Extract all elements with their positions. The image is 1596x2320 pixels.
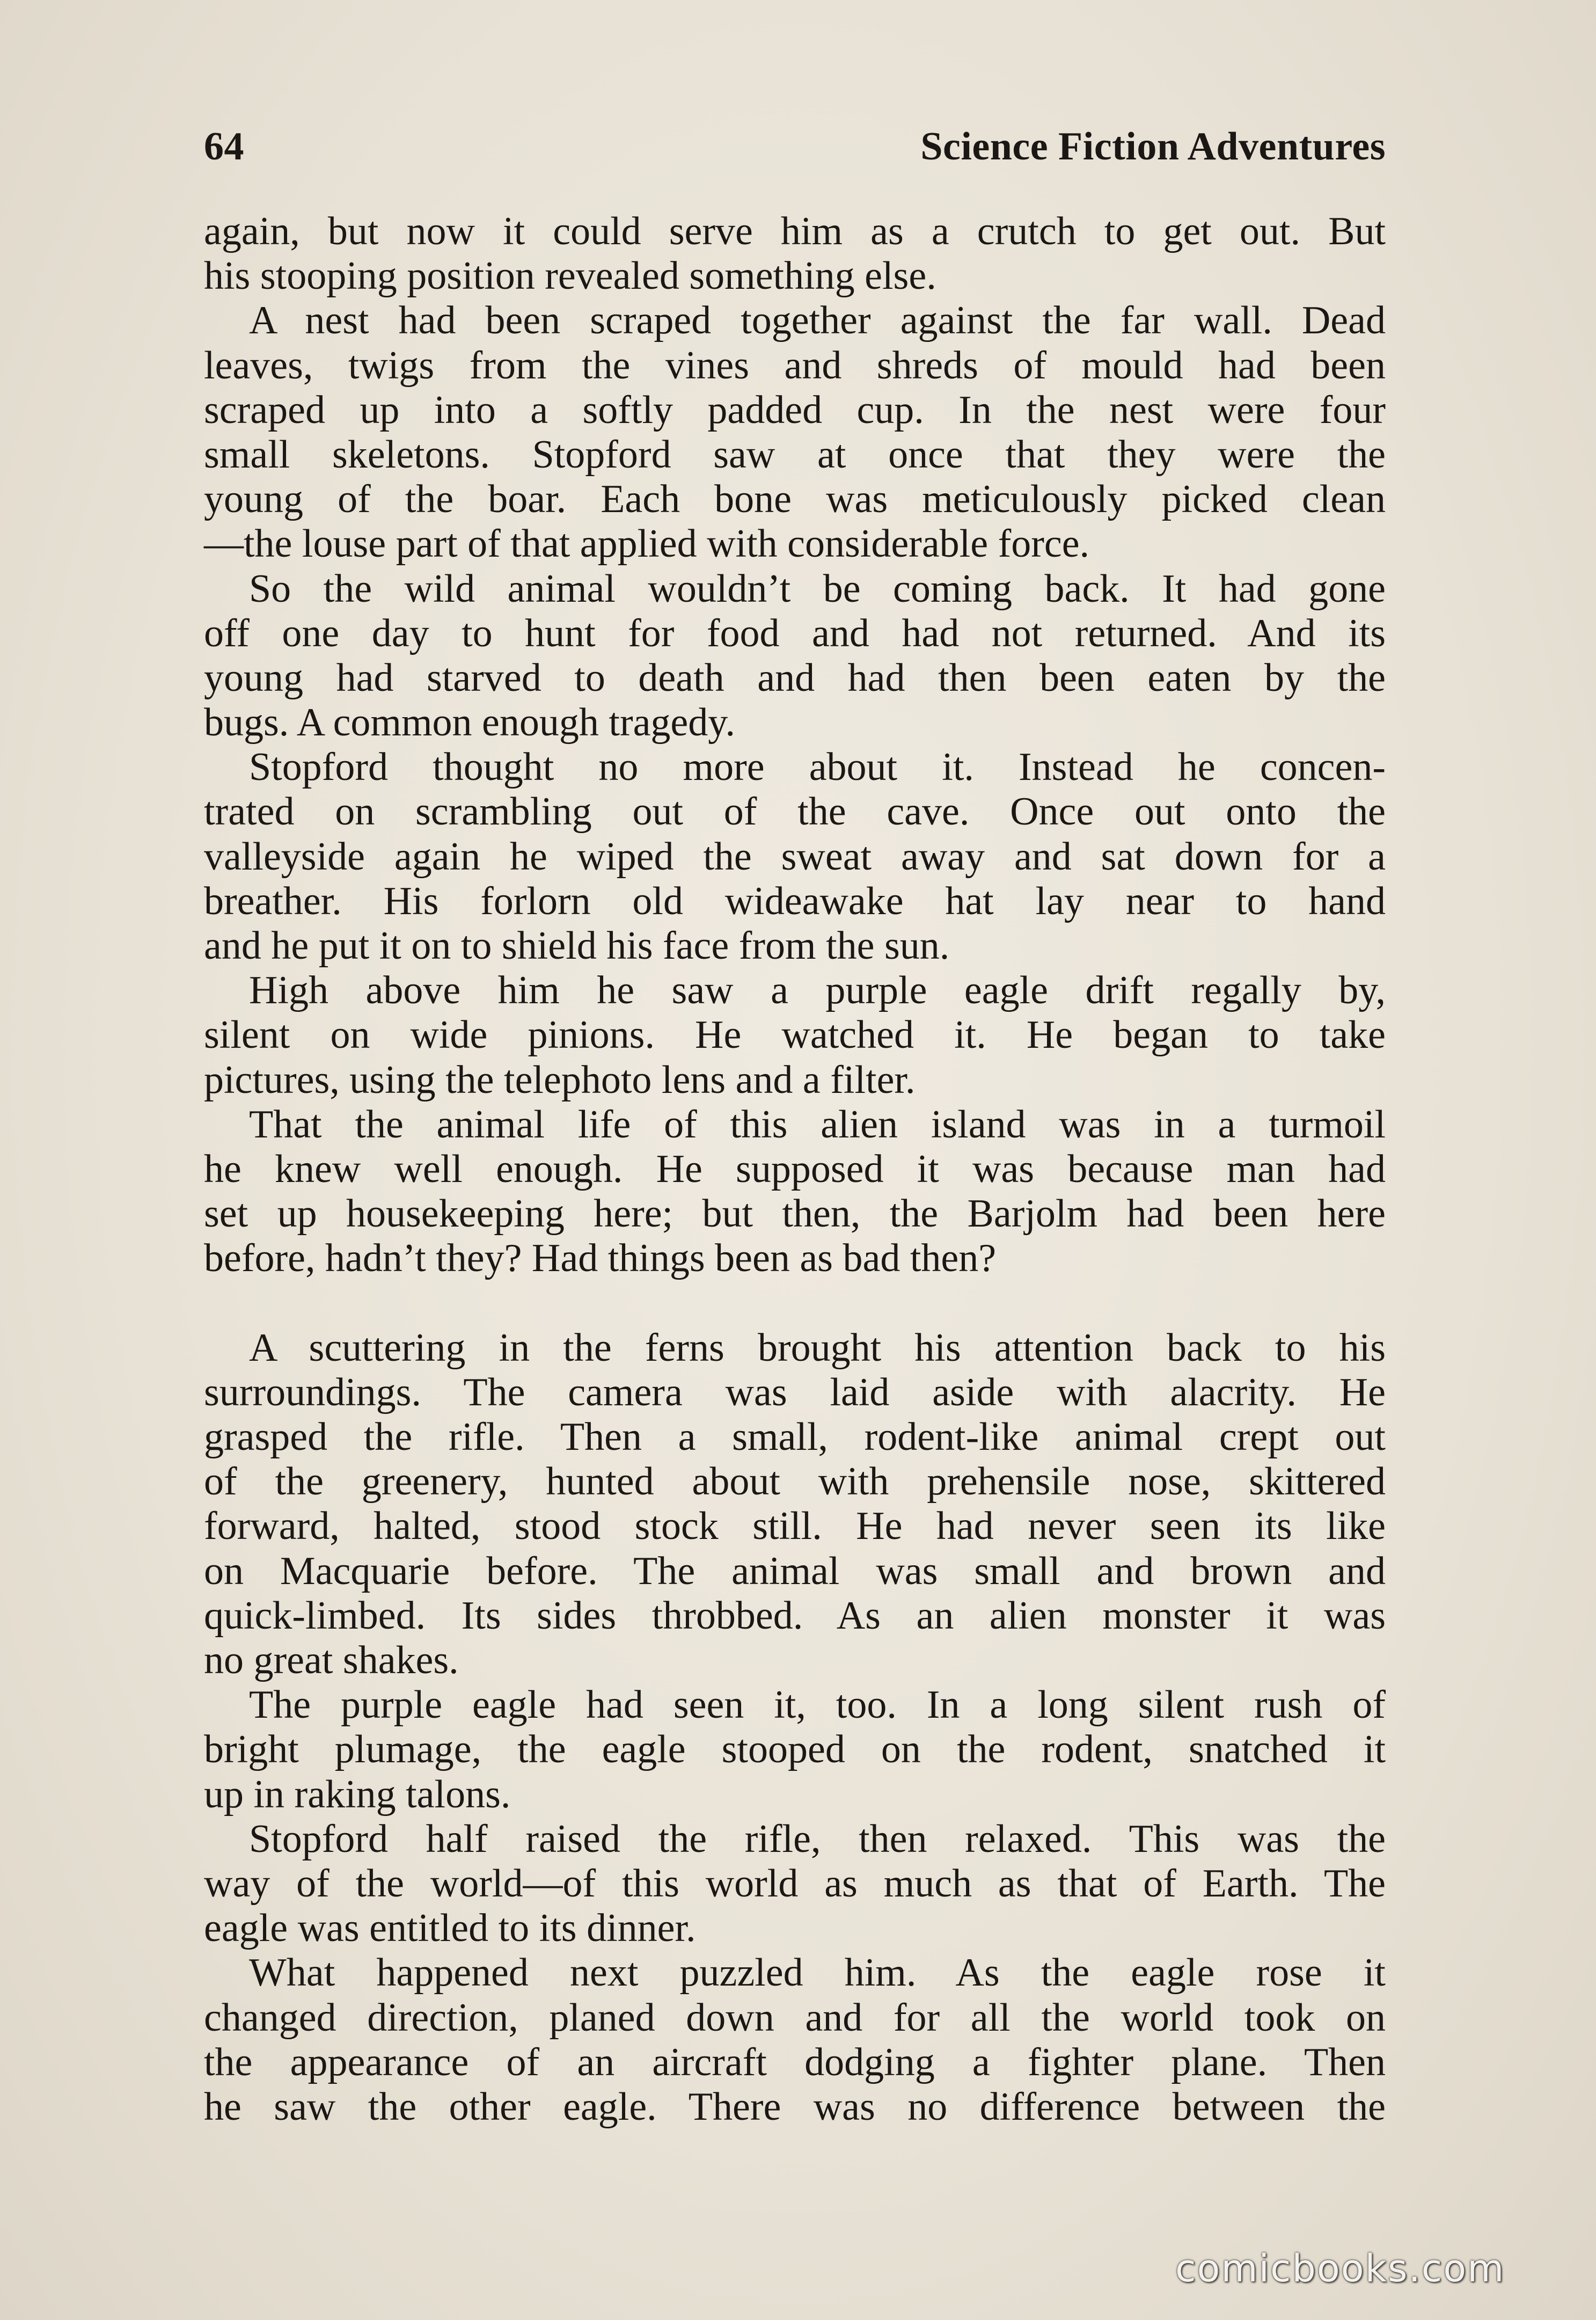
text-line: High above him he saw a purple eagle drift regally by, — [249, 968, 1386, 1013]
text-line: young had starved to death and had then been eaten by the — [204, 655, 1386, 700]
text-line: forward, halted, stood stock still. He had never seen its like — [204, 1504, 1386, 1549]
text-line: again, but now it could serve him as a crutch to get out. But — [204, 209, 1386, 253]
page-number: 64 — [204, 124, 244, 169]
text-line: A nest had been scraped together against the far wall. Dead — [249, 298, 1386, 343]
text-line: Stopford thought no more about it. Instead he concen- — [249, 745, 1386, 790]
text-line: the appearance of an aircraft dodging a fighter plane. Then — [204, 2040, 1386, 2084]
text-line: What happened next puzzled him. As the eagle rose it — [249, 1951, 1386, 1995]
text-line: set up housekeeping here; but then, the Barjolm had been here — [204, 1192, 1386, 1236]
text-line: young of the boar. Each bone was meticulously picked clean — [204, 477, 1386, 522]
text-line: quick-limbed. Its sides throbbed. As an alien monster it was — [204, 1593, 1386, 1638]
text-line: leaves, twigs from the vines and shreds of mould had been — [204, 343, 1386, 388]
text-line: bugs. A common enough tragedy. — [204, 701, 735, 745]
text-line: surroundings. The camera was laid aside with alacrity. He — [204, 1370, 1386, 1414]
text-line: before, hadn’t they? Had things been as bad then? — [204, 1236, 997, 1281]
text-line: grasped the rifle. Then a small, rodent-like animal crept out — [204, 1415, 1386, 1460]
site-watermark: comicbooks.com — [1175, 2246, 1505, 2290]
text-line: and he put it on to shield his face from the sun. — [204, 924, 950, 968]
text-line: trated on scrambling out of the cave. Once out onto the — [204, 790, 1386, 834]
text-line: scraped up into a softly padded cup. In the nest were four — [204, 388, 1386, 432]
text-line: of the greenery, hunted about with prehensile nose, skittered — [204, 1460, 1386, 1504]
text-line: silent on wide pinions. He watched it. He began to take — [204, 1013, 1386, 1057]
text-line: up in raking talons. — [204, 1772, 511, 1816]
text-line: no great shakes. — [204, 1638, 459, 1682]
text-line: A scuttering in the ferns brought his attention back to his — [249, 1325, 1386, 1370]
text-line: off one day to hunt for food and had not returned. And its — [204, 611, 1386, 655]
text-line: small skeletons. Stopford saw at once that they were the — [204, 432, 1386, 477]
text-line: he knew well enough. He supposed it was because man had — [204, 1147, 1386, 1191]
text-line: changed direction, planed down and for all the world took on — [204, 1995, 1386, 2040]
text-line: That the animal life of this alien island was in a turmoil — [249, 1102, 1386, 1147]
text-line: breather. His forlorn old wideawake hat lay near to hand — [204, 879, 1386, 923]
text-line: The purple eagle had seen it, too. In a long silent rush of — [249, 1683, 1386, 1727]
text-line: Stopford half raised the rifle, then relaxed. This was the — [249, 1816, 1386, 1861]
story-text — [204, 209, 1386, 2129]
running-title: Science Fiction Adventures — [920, 124, 1386, 169]
text-line: pictures, using the telephoto lens and a filter. — [204, 1057, 916, 1102]
section-break — [204, 1281, 1386, 1326]
text-line: on Macquarie before. The animal was small and brown and — [204, 1549, 1386, 1593]
text-line: eagle was entitled to its dinner. — [204, 1906, 696, 1951]
text-line: bright plumage, the eagle stooped on the rodent, snatched it — [204, 1727, 1386, 1772]
text-line: he saw the other eagle. There was no difference between the — [204, 2084, 1386, 2129]
text-line: way of the world—of this world as much as that of Earth. The — [204, 1861, 1386, 1906]
text-line: his stooping position revealed something else. — [204, 254, 936, 298]
text-line: So the wild animal wouldn’t be coming back. It had gone — [249, 566, 1386, 611]
page-header — [204, 117, 1386, 176]
text-line: —the louse part of that applied with considerable force. — [204, 522, 1090, 566]
text-line: valleyside again he wiped the sweat away and sat down for a — [204, 834, 1386, 879]
